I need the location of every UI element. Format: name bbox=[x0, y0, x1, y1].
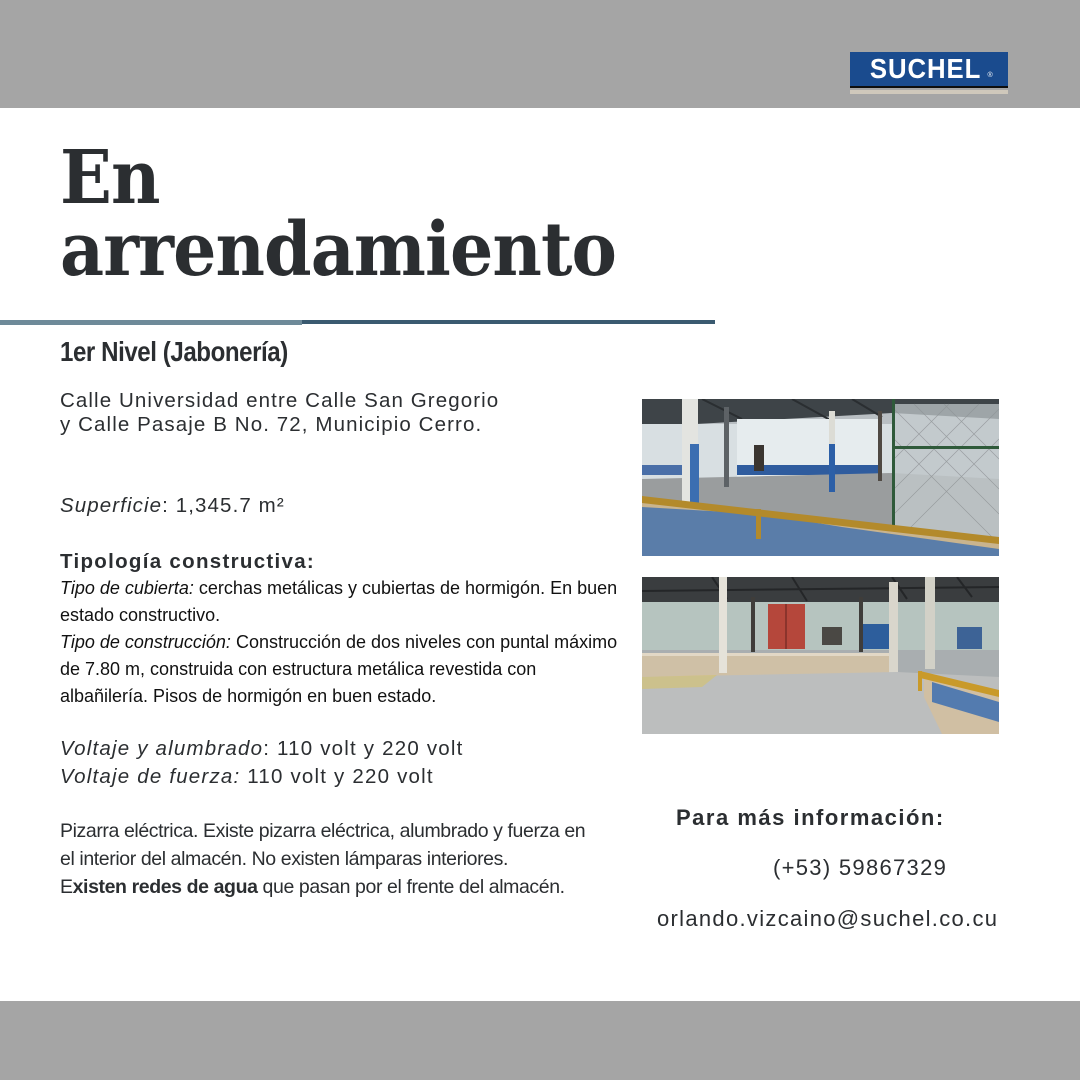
building-type-text: Construcción de dos niveles con puntal máximo de 7.80 m, construida con estructura metálica revestida con albañilería. Pisos de hormigón en buen estado. bbox=[60, 632, 618, 706]
surface-area bbox=[60, 494, 285, 518]
building-type bbox=[60, 629, 620, 710]
construction-type-heading: Tipología constructiva: bbox=[60, 550, 316, 573]
water-network-text bbox=[60, 873, 600, 901]
roof-type bbox=[60, 575, 620, 629]
lighting-voltage bbox=[60, 735, 464, 763]
water-bold: xisten redes de agua bbox=[72, 876, 258, 898]
address-line-1: Calle Universidad entre Calle San Gregorio bbox=[60, 389, 500, 412]
power-voltage bbox=[60, 763, 464, 791]
address bbox=[60, 389, 499, 437]
roof-type-label: Tipo de cubierta: bbox=[60, 578, 194, 598]
logo-box bbox=[850, 52, 1008, 88]
voltage-info bbox=[60, 735, 464, 791]
electrical-info bbox=[60, 817, 600, 901]
surface-value: : 1,345.7 m² bbox=[162, 494, 285, 517]
warehouse-photo-1 bbox=[642, 399, 999, 556]
water-prefix: E bbox=[60, 876, 73, 898]
logo-underline bbox=[850, 90, 1008, 94]
electrical-panel-text: Pizarra eléctrica. Existe pizarra eléctrica, alumbrado y fuerza en el interior del almacén. No existen lámparas interiores. bbox=[60, 820, 586, 870]
title-divider-right bbox=[302, 320, 715, 324]
title-line-1: En bbox=[60, 135, 160, 221]
bottom-band bbox=[0, 1001, 1080, 1080]
registered-mark-icon: ® bbox=[987, 71, 993, 79]
subtitle: 1er Nivel (Jabonería) bbox=[60, 336, 288, 367]
roof-type-text: cerchas metálicas y cubiertas de hormigón. En buen estado constructivo. bbox=[60, 578, 618, 625]
water-rest: que pasan por el frente del almacén. bbox=[257, 876, 565, 898]
contact-heading: Para más información: bbox=[676, 805, 945, 830]
contact-email[interactable]: orlando.vizcaino@suchel.co.cu bbox=[657, 906, 999, 931]
suchel-logo bbox=[850, 52, 1008, 94]
contact-phone[interactable]: (+53) 59867329 bbox=[773, 855, 948, 880]
building-type-label: Tipo de construcción: bbox=[60, 632, 231, 652]
address-line-2: y Calle Pasaje B No. 72, Municipio Cerro. bbox=[60, 413, 483, 436]
power-voltage-label: Voltaje de fuerza: bbox=[60, 765, 241, 788]
lighting-voltage-value: : 110 volt y 220 volt bbox=[263, 737, 464, 760]
logo-text: SUCHEL bbox=[870, 53, 982, 84]
title-line-2: arrendamiento bbox=[60, 207, 616, 293]
construction-type-body bbox=[60, 575, 620, 710]
title-divider-left bbox=[0, 320, 302, 325]
power-voltage-value: 110 volt y 220 volt bbox=[240, 765, 434, 788]
lighting-voltage-label: Voltaje y alumbrado bbox=[60, 737, 264, 760]
warehouse-photo-2 bbox=[642, 577, 999, 734]
surface-label: Superficie bbox=[60, 494, 163, 517]
page-title bbox=[60, 135, 616, 293]
